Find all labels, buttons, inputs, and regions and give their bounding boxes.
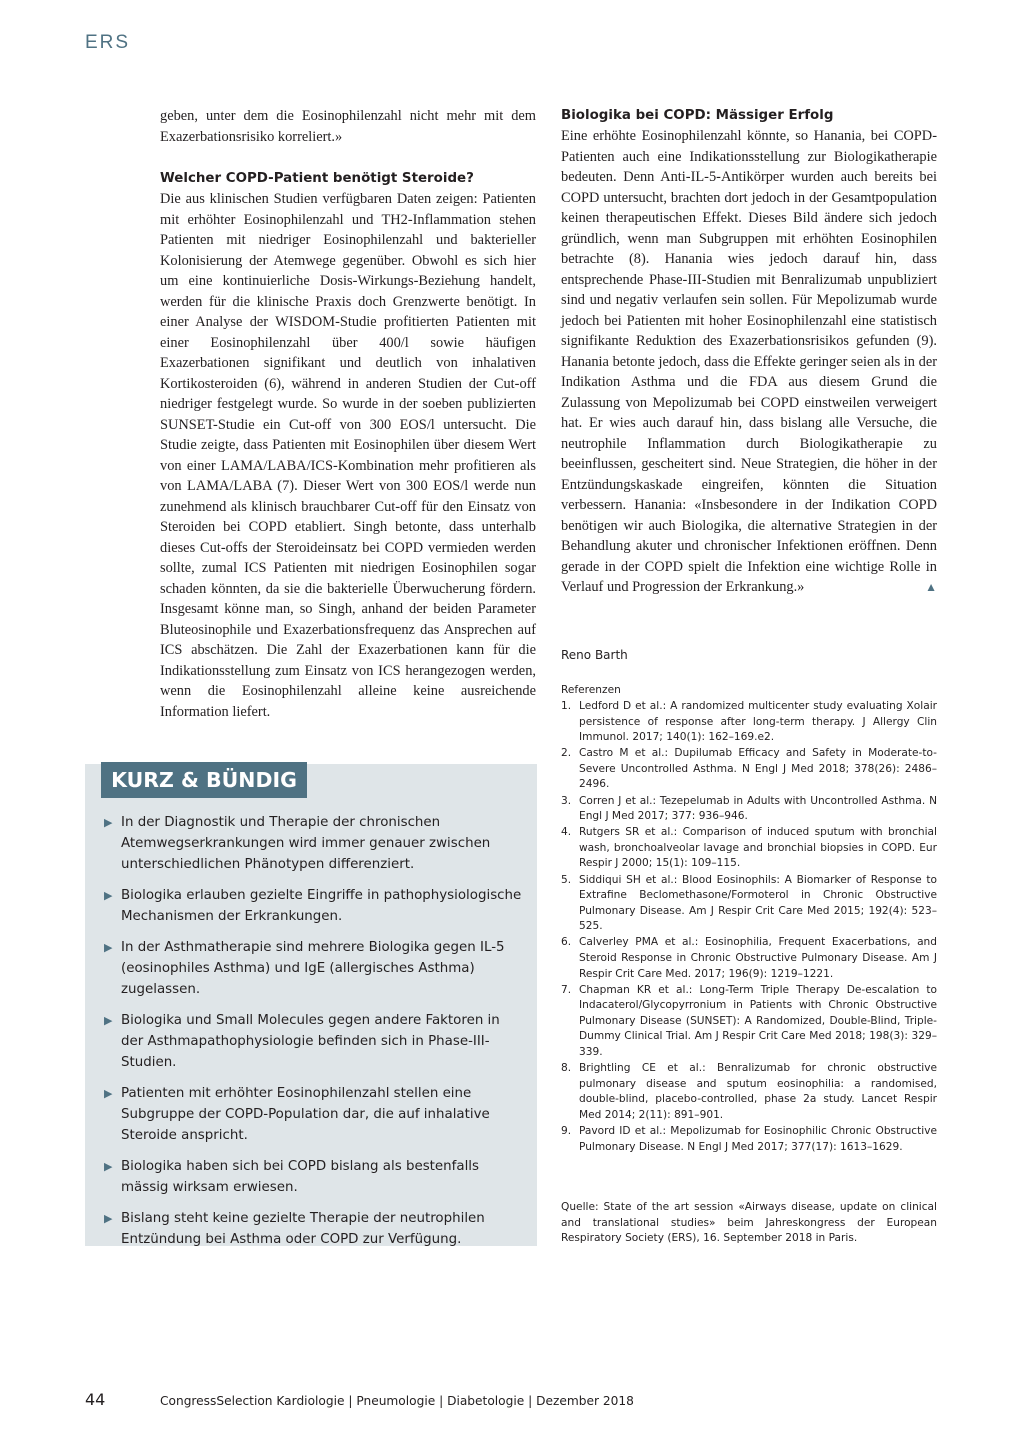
author-name: Reno Barth bbox=[561, 648, 628, 662]
left-column bbox=[160, 106, 536, 722]
summary-item: ▶ Patienten mit erhöhter Eosinophilenzahl stellen eine Subgruppe der COPD-Population dar, die auf inhalative Steroide anspricht. bbox=[103, 1083, 523, 1146]
triangle-bullet-icon: ▶ bbox=[104, 1212, 113, 1225]
source-note: Quelle: State of the art session «Airways disease, update on clinical and translational studies» beim Jahreskongress der European Respiratory Society (ERS), 16. September 2018 in Paris. bbox=[561, 1201, 937, 1245]
summary-item: ▶ Biologika und Small Molecules gegen andere Faktoren in der Asthmapathophysiologie befinden sich in Phase-III-Studien. bbox=[103, 1010, 523, 1073]
section-heading-biologics: Biologika bei COPD: Mässiger Erfolg bbox=[561, 108, 834, 123]
summary-item: ▶ Biologika haben sich bei COPD bislang als bestenfalls mässig wirksam erwiesen. bbox=[103, 1156, 523, 1198]
reference-item: 8. Brightling CE et al.: Benralizumab for chronic obstructive pulmonary disease and sputum eosinophilia: a randomised, double-blind, placebo-controlled, phase 2a study. Lancet Respir Med 2014; 2(11): 891–901. bbox=[561, 1062, 937, 1121]
reference-item: 9. Pavord ID et al.: Mepolizumab for Eosinophilic Chronic Obstructive Pulmonary Disease. N Engl J Med 2017; 377(17): 1613–1629. bbox=[561, 1125, 937, 1153]
triangle-bullet-icon: ▶ bbox=[104, 1014, 113, 1027]
reference-item: 5. Siddiqui SH et al.: Blood Eosinophils: A Biomarker of Response to Extrafine Beclomethasone/Formoterol in Chronic Obstructive Pulmonary Disease. Am J Respir Crit Care Med 2015; 192(4): 523–525. bbox=[561, 873, 937, 933]
summary-item: ▶ In der Asthmatherapie sind mehrere Biologika gegen IL-5 (eosinophiles Asthma) und IgE (allergisches Asthma) zugelassen. bbox=[103, 937, 523, 1000]
summary-item: ▶ Biologika erlauben gezielte Eingriffe in pathophysiologische Mechanismen der Erkrankungen. bbox=[103, 885, 523, 927]
continued-paragraph: geben, unter dem die Eosinophilenzahl nicht mehr mit dem Exazerbationsrisiko korreliert.» bbox=[160, 108, 536, 145]
reference-item: 1. Ledford D et al.: A randomized multicenter study evaluating Xolair persistence of response after long-term therapy. J Allergy Clin Immunol. 2017; 140(1): 162–169.e2. bbox=[561, 700, 937, 744]
triangle-bullet-icon: ▶ bbox=[104, 1087, 113, 1100]
running-head: ERS bbox=[85, 32, 131, 53]
publication-footer: CongressSelection Kardiologie | Pneumologie | Diabetologie | Dezember 2018 bbox=[160, 1394, 634, 1408]
reference-item: 2. Castro M et al.: Dupilumab Efficacy and Safety in Moderate-to-Severe Uncontrolled Asthma. N Engl J Med 2018; 378(26): 2486–2496. bbox=[561, 747, 937, 791]
steroids-paragraph: Die aus klinischen Studien verfügbaren Daten zeigen: Patienten mit erhöhter Eosinophilenzahl und TH2-Inflammation stehen Patienten mit niedriger Eosinophilenzahl und bakterieller Kolonisierung der Atemwege gegenüber. Obwohl es sich hier um eine kontinuierliche Dosis-Wirkungs-Beziehung handelt, werden für die klinische Praxis doch Grenzwerte benötigt. In einer Analyse der WISDOM-Studie profitierten Patienten mit einer Eosinophilenzahl über 400/l sowie häufigen Exazerbationen signifikant und deutlich von inhalativen Kortikosteroiden (6), während in anderen Studien der Cut-off niedriger festgelegt wurde. So wurde in der soeben publizierten SUNSET-Studie ein Cut-off von 300 EOS/l untersucht. Die Studie zeigte, dass Patienten mit Eosinophilen über diesem Wert von einer LAMA/LABA/ICS-Kombination mehr profitieren als von LAMA/LABA (7). Dieser Wert von 300 EOS/l werde nun zunehmend als klinisch brauchbarer Cut-off für den Einsatz von Steroiden bei COPD etabliert. Singh betonte, dass unterhalb dieses Cut-offs der Steroideinsatz bei COPD vermieden werden sollte, zumal ICS Patienten mit niedrigen Eosinophilen sogar schaden könnten, da sie die bakterielle Überwucherung fördern. Insgesamt könne man, so Singh, anhand der beiden Parameter Bluteosinophile und Exazerbationsfrequenz das Ansprechen auf ICS abschätzen. Die Zahl der Exazerbationen kann für die Indikationsstellung zum Einsatz von ICS herangezogen werden, wenn die Eosinophilenzahl alleine keine ausreichende Information liefert. bbox=[160, 191, 536, 720]
references-list bbox=[561, 699, 937, 1156]
right-column bbox=[561, 106, 937, 598]
summary-item: ▶ In der Diagnostik und Therapie der chronischen Atemwegserkrankungen wird immer genauer zwischen unterschiedlichen Phänotypen differenziert. bbox=[103, 812, 523, 875]
reference-item: 6. Calverley PMA et al.: Eosinophilia, Frequent Exacerbations, and Steroid Response in Chronic Obstructive Pulmonary Disease. Am J Respir Crit Care Med. 2017; 196(9): 1219–1221. bbox=[561, 936, 937, 980]
reference-item: 7. Chapman KR et al.: Long-Term Triple Therapy De-escalation to Indacaterol/Glycopyrronium in Patients with Chronic Obstructive Pulmonary Disease (SUNSET): A Randomized, Double-Blind, Triple-Dummy Clinical Trial. Am J Respir Crit Care Med 2018; 198(3): 329–339. bbox=[561, 983, 937, 1059]
triangle-bullet-icon: ▶ bbox=[104, 889, 113, 902]
reference-item: 4. Rutgers SR et al.: Comparison of induced sputum with bronchial wash, bronchoalveolar lavage and bronchial biopsies in COPD. Eur Respir J 2000; 15(1): 109–115. bbox=[561, 826, 937, 870]
triangle-bullet-icon: ▶ bbox=[104, 816, 113, 829]
reference-item: 3. Corren J et al.: Tezepelumab in Adults with Uncontrolled Asthma. N Engl J Med 2017; 377: 936–946. bbox=[561, 794, 937, 823]
section-heading-steroids: Welcher COPD-Patient benötigt Steroide? bbox=[160, 171, 474, 186]
references-heading: Referenzen bbox=[561, 684, 621, 696]
triangle-bullet-icon: ▶ bbox=[104, 1160, 113, 1173]
summary-list bbox=[103, 812, 523, 1260]
biologics-paragraph: Eine erhöhte Eosinophilenzahl könnte, so Hanania, bei COPD-Patienten auch eine Indikationsstellung zur Biologikatherapie bedeuten. Denn Anti-IL-5-Antikörper wurden auch bereits bei COPD untersucht, brachten dort jedoch in der Gesamtpopulation keinen therapeutischen Effekt. Dieses Bild ändere sich jedoch gründlich, wenn man Subgruppen mit erhöhten Eosinophilen betrachte (8). Hanania wies jedoch darauf hin, dass entsprechende Phase-III-Studien mit Benralizumab unpubliziert sind und negativ verlaufen sein sollen. Für Mepolizumab wurde jedoch bei Patienten mit hoher Eosinophilenzahl eine statistisch signifikante Reduktion des Exazerbationsrisikos gefunden (9). Hanania betonte jedoch, dass die Effekte geringer seien als in der Indikation Asthma und die FDA aus diesem Grund die Zulassung von Mepolizumab bei COPD einstweilen verweigert hat. Er wies auch darauf hin, dass bislang alle Versuche, die neutrophile Inflammation durch Biologikatherapie zu beeinflussen, gescheitert sind. Neue Strategien, die höher in der Entzündungskaskade eingreifen, könnten die Situation verbessern. Hanania: «Insbesondere in der Indikation COPD benötigen wir auch Biologika, die alternative Strategien in der Behandlung akuter und chronischer Infektionen eröffnen. Denn gerade in der COPD spielt die Infektion eine wichtige Rolle in Verlauf und Progression der Erkrankung.» ▲ bbox=[561, 126, 937, 598]
end-of-article-icon: ▲ bbox=[925, 580, 937, 594]
summary-box-title: KURZ & BÜNDIG bbox=[101, 762, 307, 798]
triangle-bullet-icon: ▶ bbox=[104, 941, 113, 954]
page-number: 44 bbox=[85, 1390, 106, 1409]
summary-item: ▶ Bislang steht keine gezielte Therapie der neutrophilen Entzündung bei Asthma oder COPD zur Verfügung. bbox=[103, 1208, 523, 1250]
